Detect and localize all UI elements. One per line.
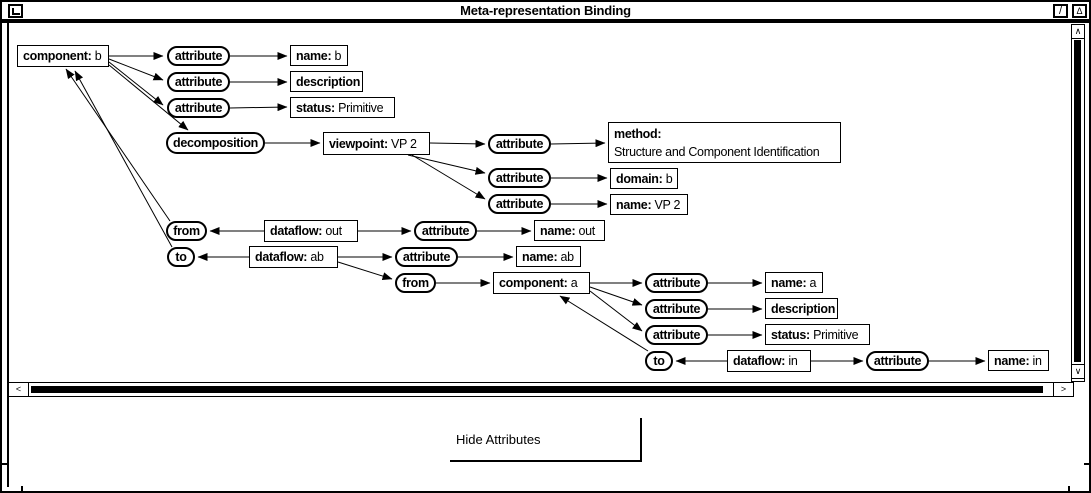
node-name-out[interactable]: name: out [534,220,605,241]
edge-component-a-to-attr-a-status [590,291,642,331]
node-attr-a-desc[interactable]: attribute [645,299,708,319]
node-dataflow-in[interactable]: dataflow: in [727,350,811,372]
node-method[interactable]: method: Structure and Component Identification [608,122,841,163]
scroll-down-button[interactable] [1072,364,1084,379]
scroll-right-button[interactable] [1053,383,1073,396]
edge-component-b-to-attr-b-status [109,62,163,105]
node-description-a[interactable]: description [765,298,838,319]
chevron-down-icon: ∨ [1074,366,1082,376]
horizontal-scrollbar-thumb[interactable] [31,386,1043,393]
chevron-left-icon: < [15,384,22,394]
edge-viewpoint-vp2-to-attr-vp-name [412,155,485,199]
node-to-a[interactable]: to [645,351,673,371]
node-name-in[interactable]: name: in [988,350,1049,371]
edge-viewpoint-vp2-to-attr-vp-domain [408,155,485,173]
triangle-icon: Δ [1076,6,1083,16]
edge-viewpoint-vp2-to-attr-vp-method [430,143,485,144]
node-viewpoint-vp2[interactable]: viewpoint: VP 2 [323,132,430,155]
horizontal-scrollbar[interactable] [8,382,1074,397]
node-domain-b[interactable]: domain: b [610,168,678,189]
node-attr-ab[interactable]: attribute [395,247,458,267]
node-status-b[interactable]: status: Primitive [290,97,395,118]
node-attr-a-name[interactable]: attribute [645,273,708,293]
edge-attr-b-status-to-status-b [230,107,287,108]
node-from-b[interactable]: from [166,221,207,241]
node-component-a[interactable]: component: a [493,272,590,294]
node-attr-in[interactable]: attribute [866,351,929,371]
node-status-a[interactable]: status: Primitive [765,324,870,345]
node-decomposition[interactable]: decomposition [166,132,265,154]
scroll-left-button[interactable] [9,383,29,396]
node-dataflow-out[interactable]: dataflow: out [264,220,358,242]
slash-icon: / [1058,5,1063,17]
node-attr-vp-name[interactable]: attribute [488,194,551,214]
edge-from-b-to-component-b [66,69,170,221]
node-attr-out[interactable]: attribute [414,221,477,241]
scroll-up-button[interactable] [1072,25,1084,39]
chevron-right-icon: > [1060,384,1067,394]
edge-to-b-to-component-b [75,71,172,247]
node-attr-a-status[interactable]: attribute [645,325,708,345]
edge-component-a-to-attr-a-desc [590,287,642,305]
node-component-b[interactable]: component: b [17,45,109,67]
node-description-b[interactable]: description [290,71,363,92]
node-name-ab[interactable]: name: ab [516,246,581,267]
node-attr-b-name[interactable]: attribute [167,46,230,66]
node-attr-b-status[interactable]: attribute [167,98,230,118]
node-name-b[interactable]: name: b [290,45,348,66]
node-attr-vp-method[interactable]: attribute [488,134,551,154]
hide-attributes-label: Hide Attributes [456,431,541,447]
vertical-scrollbar-thumb[interactable] [1074,40,1081,362]
edge-attr-vp-method-to-method [551,143,605,144]
node-to-b[interactable]: to [167,247,195,267]
window-title: Meta-representation Binding [460,3,631,18]
edge-component-b-to-attr-b-desc [109,59,163,80]
edge-to-a-to-component-a [560,296,648,351]
node-name-a[interactable]: name: a [765,272,823,293]
node-attr-b-desc[interactable]: attribute [167,72,230,92]
node-from-ab[interactable]: from [395,273,436,293]
node-name-vp2[interactable]: name: VP 2 [610,194,688,215]
node-attr-vp-domain[interactable]: attribute [488,168,551,188]
edge-dataflow-ab-to-from-ab [338,262,392,279]
node-dataflow-ab[interactable]: dataflow: ab [249,246,338,268]
chevron-up-icon: ∧ [1074,26,1082,36]
vertical-scrollbar[interactable] [1071,24,1085,382]
